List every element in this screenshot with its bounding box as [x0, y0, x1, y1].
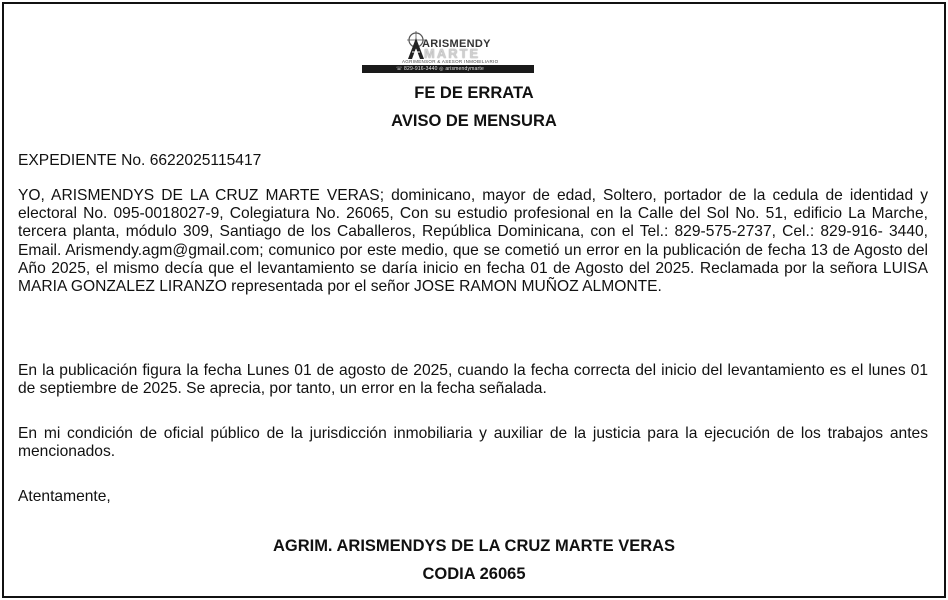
expediente-number: EXPEDIENTE No. 6622025115417 [18, 152, 262, 169]
logo-contact: ☏ 829-916-3440 ◎ arismendymarte [396, 66, 484, 72]
signatory-codia: CODIA 26065 [422, 565, 526, 583]
body-paragraph-declaration: YO, ARISMENDYS DE LA CRUZ MARTE VERAS; dominicano, mayor de edad, Soltero, portador de la cedula de identidad y electoral No. 095-0018027-9, Colegiatura No. 26065, Con su estudio profesional en la Calle del Sol No. 51, edificio La Marche, tercera planta, módulo 309, Santiago de los Caballeros, República Dominicana, con el Tel.: 829-575-2737, Cel.: 829-916- 3440, Email. Arismendy.agm@gmail.com; comunico por este medio, que se cometió un error en la publicación de fecha 13 de Agosto del Año 2025, el mismo decía que el levantamiento se daría inicio en fecha 01 de Agosto del 2025. Reclamada por la señora LUISA MARIA GONZALEZ LIRANZO representada por el señor JOSE RAMON MUÑOZ ALMONTE. [18, 187, 928, 296]
notice-frame [2, 2, 946, 598]
company-logo [362, 24, 534, 74]
notice-title: FE DE ERRATA [414, 84, 534, 102]
logo-surname: MARTE [424, 46, 481, 61]
logo-name: ARISMENDY [422, 38, 491, 50]
signatory-name: AGRIM. ARISMENDYS DE LA CRUZ MARTE VERAS [272, 537, 676, 555]
notice-subtitle: AVISO DE MENSURA [391, 112, 557, 130]
body-paragraph-authority: En mi condición de oficial público de la jurisdicción inmobiliaria y auxiliar de la justicia para la ejecución de los trabajos antes mencionados. [18, 425, 928, 461]
closing-salutation: Atentamente, [18, 488, 111, 505]
logo-tagline: AGRIMENSOR & ASESOR INMOBILIARIO [402, 59, 499, 64]
body-paragraph-correction: En la publicación figura la fecha Lunes 01 de agosto de 2025, cuando la fecha correcta del inicio del levantamiento es el lunes 01 de septiembre de 2025. Se aprecia, por tanto, un error en la fecha señalada. [18, 362, 928, 398]
